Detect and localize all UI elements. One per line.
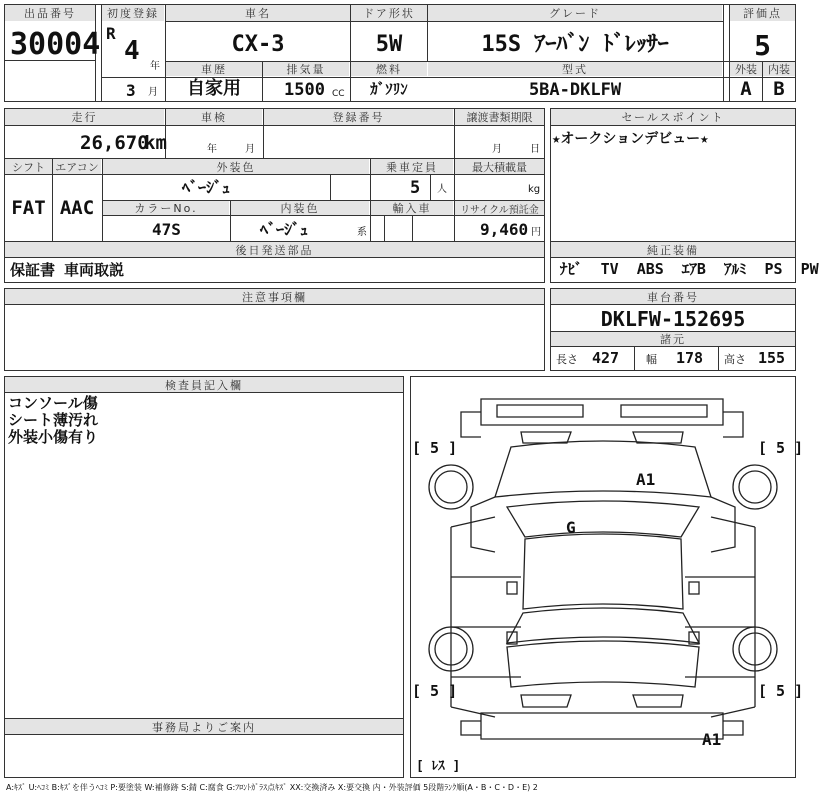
genuine-label: 純正装備 <box>551 242 795 257</box>
genuine-item: ﾅﾋﾞ <box>560 260 583 278</box>
score-label: 評価点 <box>730 5 795 21</box>
genuine-item: ABS <box>636 260 664 278</box>
height-value: 155 <box>758 349 786 367</box>
height-label: 高さ <box>724 353 746 366</box>
interior-label: 内装 <box>763 62 795 76</box>
transfer-day-unit: 日 <box>530 144 540 155</box>
displacement-label: 排気量 <box>263 62 349 76</box>
length-label: 長さ <box>556 353 578 366</box>
tire-front-left: [ 5 ] <box>412 439 458 457</box>
aircon-label: エアコン <box>53 159 101 174</box>
aircon: AAC <box>59 197 95 219</box>
inspection-year-unit: 年 <box>207 144 217 155</box>
width-value: 178 <box>676 349 704 367</box>
interior-grade: B <box>773 78 785 100</box>
mileage: 26,670 <box>80 132 149 154</box>
lot-label: 出品番号 <box>5 5 95 21</box>
damage-diagram <box>410 376 796 778</box>
displacement: 1500 <box>284 80 325 100</box>
mileage-unit: km <box>144 132 167 154</box>
grade: 15S ｱｰﾊﾞﾝ ﾄﾞﾚｯｻｰ <box>481 32 669 57</box>
chassis-number: DKLFW-152695 <box>600 307 746 331</box>
import-label: 輸入車 <box>371 201 453 215</box>
sales-point: ★オークションデビュー★ <box>552 131 709 147</box>
model-code: 5BA-DKLFW <box>528 80 622 100</box>
door-label: ドア形状 <box>351 5 427 21</box>
transfer-month-unit: 月 <box>492 144 502 155</box>
model-code-label: 型式 <box>428 62 722 76</box>
car-outline <box>411 377 795 777</box>
spare-tire: [ ﾚｽ ] <box>416 759 461 774</box>
fuel-label: 燃料 <box>351 62 427 76</box>
genuine-equipment <box>560 262 819 277</box>
lot-number: 30004 <box>10 27 101 62</box>
mileage-label: 走行 <box>5 109 164 125</box>
reg-year-unit: 年 <box>150 61 160 72</box>
reg-year: 4 <box>124 36 140 66</box>
ext-color-label: 外装色 <box>103 159 369 174</box>
ext-color: ﾍﾞｰｼﾞｭ <box>182 178 231 197</box>
tire-rear-right: [ 5 ] <box>758 682 804 700</box>
transfer-label: 譲渡書類期限 <box>455 109 544 125</box>
capacity-label: 乗車定員 <box>371 159 453 174</box>
specs-label: 諸元 <box>551 332 795 346</box>
recycle-fee: 9,460 <box>480 220 529 239</box>
car-name: CX-3 <box>231 32 285 57</box>
color-no-label: カラーNo. <box>103 201 229 215</box>
tire-front-right: [ 5 ] <box>758 439 804 457</box>
car-name-label: 車名 <box>166 5 350 21</box>
office-label: 事務局よりご案内 <box>5 719 403 734</box>
length-value: 427 <box>592 349 620 367</box>
era: R <box>106 24 116 43</box>
grade-label: グレード <box>428 5 722 21</box>
tire-rear-left: [ 5 ] <box>412 682 458 700</box>
int-color: ﾍﾞｰｼﾞｭ <box>260 220 309 239</box>
capacity: 5 <box>410 178 421 198</box>
later-parts: 保証書 車両取説 <box>10 261 125 279</box>
inspector-note: シート薄汚れ <box>8 411 99 429</box>
int-color-unit: 系 <box>357 227 367 238</box>
history: 自家用 <box>187 78 241 99</box>
max-load-label: 最大積載量 <box>455 159 544 174</box>
sales-point-label: セールスポイント <box>551 109 795 125</box>
exterior-label: 外装 <box>730 62 762 76</box>
genuine-item: ｴｱB <box>681 260 706 278</box>
registration-label: 登録番号 <box>264 109 453 125</box>
int-color-label: 内装色 <box>231 201 369 215</box>
notes-label: 注意事項欄 <box>5 289 544 304</box>
legend: A:ｷｽﾞ U:ﾍｺﾐ B:ｷｽﾞを伴うﾍｺﾐ P:要塗装 W:補修跡 S:錆 C:腐食 G:ﾌﾛﾝﾄｶﾞﾗｽ点ｷｽﾞ XX:交換済み X:要交換 内・外装評価 5段階ﾗﾝｸ順(A・B・C・D・E) 2 <box>6 783 538 792</box>
genuine-item: TV <box>600 260 619 278</box>
reg-month: 3 <box>126 81 136 100</box>
damage-mark-g: G <box>566 518 576 537</box>
inspection-label: 車検 <box>166 109 262 125</box>
history-label: 車歴 <box>166 62 262 76</box>
first-reg-label: 初度登録 <box>102 5 164 21</box>
color-no: 47S <box>152 220 181 239</box>
reg-month-unit: 月 <box>148 87 158 98</box>
shift: FAT <box>11 197 46 219</box>
score: 5 <box>754 29 771 62</box>
exterior-grade: A <box>740 78 752 100</box>
genuine-item: PS <box>764 260 783 278</box>
fuel: ｶﾞｿﾘﾝ <box>370 80 408 98</box>
inspector-note: 外装小傷有り <box>8 428 99 446</box>
inspector-note: コンソール傷 <box>8 394 98 412</box>
damage-mark-a1-rear: A1 <box>702 730 722 749</box>
capacity-unit: 人 <box>437 184 447 195</box>
max-load-unit: kg <box>528 184 541 195</box>
width-label: 幅 <box>646 353 657 366</box>
recycle-label: リサイクル預託金 <box>455 201 544 215</box>
shift-label: シフト <box>5 159 52 174</box>
genuine-item: PW <box>800 260 819 278</box>
chassis-label: 車台番号 <box>551 289 795 304</box>
recycle-unit: 円 <box>531 227 541 238</box>
damage-mark-a1-front: A1 <box>636 470 656 489</box>
genuine-item: ｱﾙﾐ <box>723 260 747 278</box>
door-type: 5W <box>375 32 403 57</box>
inspection-month-unit: 月 <box>245 144 255 155</box>
displacement-unit: CC <box>332 89 345 99</box>
later-parts-label: 後日発送部品 <box>5 242 544 257</box>
inspector-label: 検査員記入欄 <box>5 377 403 392</box>
